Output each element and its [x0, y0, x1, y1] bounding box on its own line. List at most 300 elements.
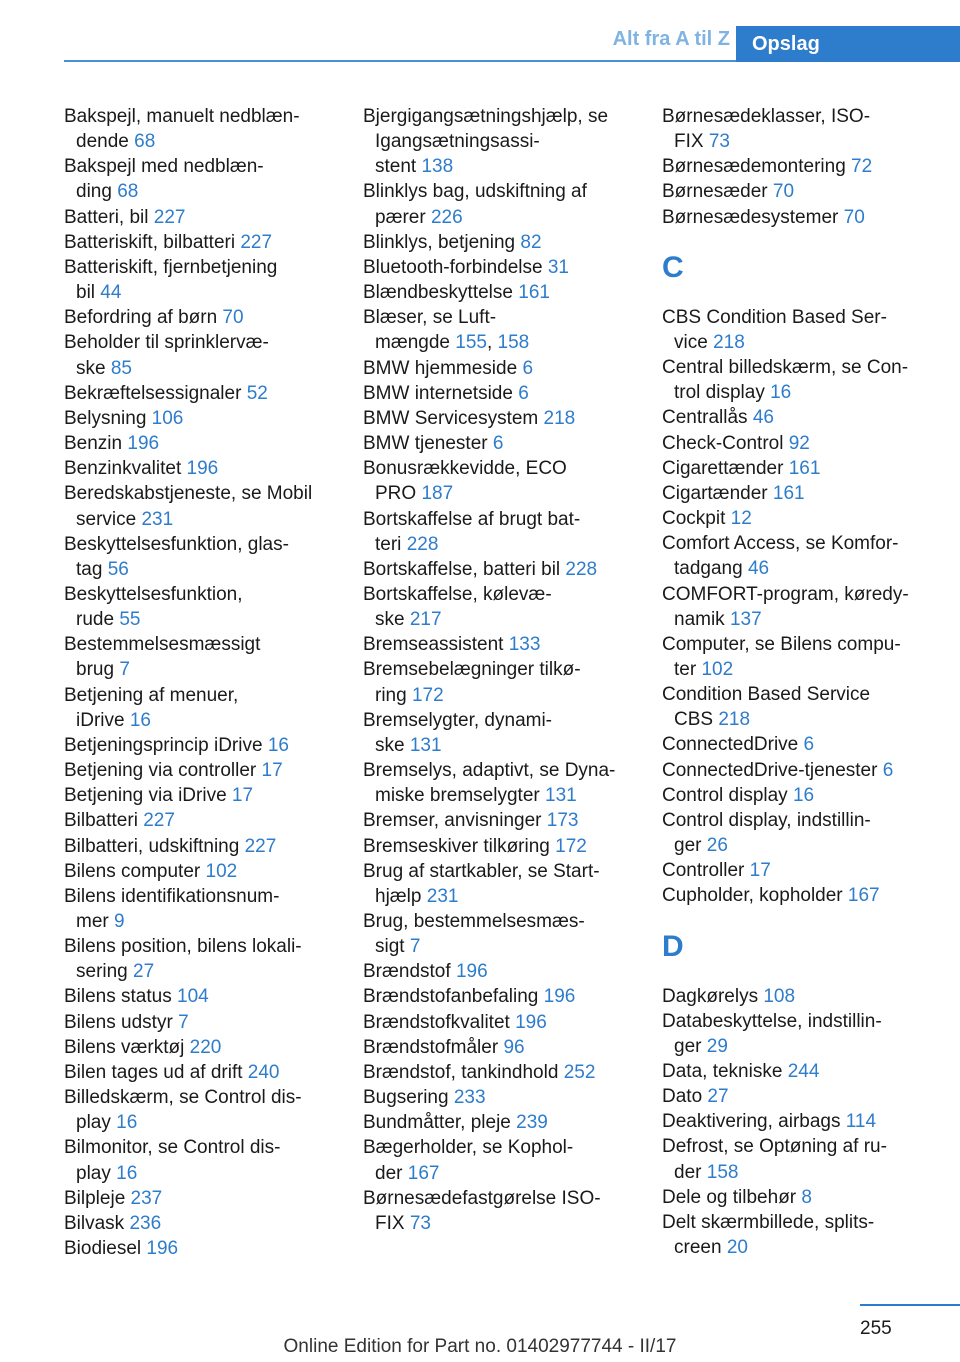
- page-reference-link[interactable]: 196: [543, 986, 576, 1008]
- index-entry-term: Befordring af børn: [64, 307, 218, 329]
- index-entry: [662, 582, 952, 632]
- index-entry: [662, 808, 952, 858]
- index-entry-term: Bilbatteri: [64, 810, 138, 832]
- page-reference-link[interactable]: 173: [546, 810, 579, 832]
- index-entry: [363, 280, 653, 305]
- page-reference-link[interactable]: 16: [267, 734, 289, 756]
- index-entry: [64, 1010, 354, 1035]
- index-entry-term: Brug af startkabler, se Start-: [363, 860, 600, 882]
- index-entry: [64, 330, 354, 380]
- index-entry: Blæser, se Luft- mængde 155, 158: [363, 307, 530, 354]
- page-reference-link[interactable]: 167: [847, 885, 880, 907]
- index-entry: [363, 381, 653, 406]
- index-entry: [64, 230, 354, 255]
- page-reference-link[interactable]: 131: [409, 734, 442, 756]
- page-reference-link[interactable]: 227: [240, 231, 273, 253]
- index-entry-term: Bonusrækkevidde, ECO: [363, 458, 567, 480]
- index-entry: [363, 1010, 653, 1035]
- index-entry: [64, 431, 354, 456]
- page-reference-link[interactable]: 92: [788, 432, 810, 454]
- index-entry-term: Bremsebelægninger tilkø-: [363, 659, 581, 681]
- index-entry: [363, 179, 653, 229]
- index-entry-term: BMW Servicesystem: [363, 407, 539, 429]
- index-entry-continuation: Igangsætningsassi-: [375, 131, 540, 153]
- index-entry-term: Brændstof: [363, 961, 451, 983]
- index-entry-term: Cupholder, kopholder: [662, 885, 843, 907]
- page-reference-link[interactable]: 161: [772, 482, 805, 504]
- index-entry: [363, 758, 653, 808]
- index-entry-term: Biodiesel: [64, 1238, 142, 1260]
- index-entry-term: Benzinkvalitet: [64, 458, 182, 480]
- page-reference-link[interactable]: 17: [231, 785, 254, 807]
- page-reference-link[interactable]: 7: [119, 659, 130, 681]
- index-entry-term: Condition Based Service: [662, 684, 871, 706]
- index-entry: [64, 255, 354, 305]
- index-entry-continuation: PRO: [375, 483, 417, 505]
- page-reference-link[interactable]: 73: [409, 1212, 431, 1234]
- index-entry-term: Dele og tilbehør: [662, 1186, 797, 1208]
- page-reference-link[interactable]: 6: [882, 759, 894, 781]
- page-reference-link[interactable]: 133: [508, 634, 541, 656]
- index-entry-continuation: tag: [76, 558, 103, 580]
- page-reference-link[interactable]: 217: [409, 609, 442, 631]
- index-entry: [662, 305, 952, 355]
- index-entry-term: Cockpit: [662, 508, 726, 530]
- page-reference-link[interactable]: 12: [730, 508, 752, 530]
- index-entry-continuation: dende: [76, 131, 129, 153]
- page-reference-link[interactable]: 237: [130, 1187, 163, 1209]
- index-entry: [662, 355, 952, 405]
- page-reference-link[interactable]: 17: [261, 760, 283, 782]
- page-reference-link[interactable]: 52: [246, 382, 268, 404]
- index-entry-continuation: ske: [375, 609, 405, 631]
- index-entry-continuation: iDrive: [76, 709, 125, 731]
- index-entry-continuation: miske bremselygter: [375, 785, 540, 807]
- index-entry: [64, 1135, 354, 1185]
- index-entry: [64, 1211, 354, 1236]
- page-reference-link[interactable]: 227: [153, 206, 186, 228]
- page-reference-link[interactable]: 27: [133, 961, 155, 983]
- page-reference-link[interactable]: 102: [701, 658, 734, 680]
- index-entry-continuation: teri: [375, 533, 402, 555]
- index-entry: [662, 1084, 952, 1109]
- page-reference-link[interactable]: 85: [110, 357, 132, 379]
- page-reference-link[interactable]: 161: [518, 282, 550, 304]
- index-entry: [363, 909, 653, 959]
- page-reference-link[interactable]: 6: [492, 433, 504, 455]
- index-entry: [64, 733, 354, 758]
- index-entry-term: Bugsering: [363, 1087, 449, 1109]
- index-entry-term: Bortskaffelse af brugt bat-: [363, 508, 581, 530]
- index-entry-term: Børnesædemontering: [662, 156, 846, 178]
- page-reference-link[interactable]: 73: [708, 131, 730, 153]
- index-entry: [662, 858, 952, 883]
- index-entry: [662, 104, 952, 154]
- index-entry: [363, 1135, 653, 1185]
- index-entry-continuation: play: [76, 1112, 111, 1134]
- index-entry-term: Controller: [662, 860, 745, 882]
- index-entry: [662, 154, 952, 179]
- page-reference-link[interactable]: 16: [129, 709, 151, 731]
- index-entry-continuation: vice: [674, 331, 708, 353]
- index-entry: [363, 1110, 653, 1135]
- index-entry: [64, 1186, 354, 1211]
- page-reference-link[interactable]: 161: [788, 457, 821, 479]
- page-reference-link[interactable]: 20: [726, 1237, 748, 1259]
- index-entry-term: Belysning: [64, 407, 147, 429]
- index-entry-term: Centrallås: [662, 407, 748, 429]
- index-entry: [662, 205, 952, 230]
- index-entry-term: Bakspejl, manuelt nedblæn-: [64, 106, 300, 127]
- index-entry: [363, 456, 653, 506]
- index-column-1: [64, 104, 354, 1261]
- page-reference-link[interactable]: 137: [729, 608, 762, 630]
- page-reference-link[interactable]: 6: [518, 382, 529, 404]
- index-entry: [64, 884, 354, 934]
- index-entry-term: Betjening via controller: [64, 760, 257, 782]
- index-entry-term: Delt skærmbillede, splits-: [662, 1211, 875, 1233]
- index-entry-term: Blinklys bag, udskiftning af: [363, 181, 587, 203]
- page-reference-link[interactable]: 106: [151, 407, 184, 429]
- page-reference-link[interactable]: 228: [565, 558, 598, 580]
- index-entry: [363, 557, 653, 582]
- index-entry: [363, 984, 653, 1009]
- index-entry-continuation: der: [674, 1161, 702, 1183]
- index-entry-term: Bilvask: [64, 1212, 125, 1234]
- page-reference-link[interactable]: 114: [845, 1111, 877, 1133]
- index-entry-term: Bilen tages ud af drift: [64, 1061, 243, 1083]
- page-reference-link[interactable]: 72: [851, 156, 873, 178]
- index-entry-term: Beskyttelsesfunktion,: [64, 583, 243, 605]
- index-entry: [363, 1186, 653, 1236]
- page-reference-link[interactable]: 104: [177, 986, 209, 1008]
- index-entry-term: Bilpleje: [64, 1187, 126, 1209]
- page-reference-link[interactable]: 231: [141, 508, 174, 530]
- index-entry-term: Central billedskærm, se Con-: [662, 357, 909, 379]
- page-reference-link[interactable]: 155: [455, 332, 487, 354]
- index-entry-continuation: ske: [375, 734, 405, 756]
- page-reference-link[interactable]: 27: [707, 1086, 729, 1108]
- page-reference-link[interactable]: 218: [718, 709, 751, 731]
- index-entry-term: Bilmonitor, se Control dis-: [64, 1137, 281, 1159]
- index-entry-term: Bortskaffelse, kølevæ-: [363, 583, 552, 605]
- index-entry-term: Bilens computer: [64, 860, 201, 882]
- page-reference-link[interactable]: 131: [545, 785, 577, 807]
- page-reference-link[interactable]: 68: [117, 181, 139, 203]
- index-entry: [363, 834, 653, 859]
- page-reference-link[interactable]: 46: [752, 407, 774, 429]
- index-entry-term: Brændstofmåler: [363, 1036, 499, 1058]
- index-entry: [64, 783, 354, 808]
- page-reference-link[interactable]: 44: [100, 282, 122, 304]
- index-entry-term: Bremseassistent: [363, 634, 504, 656]
- index-entry-term: Check-Control: [662, 432, 784, 454]
- page-reference-link[interactable]: 196: [515, 1011, 547, 1033]
- index-entry: [662, 984, 952, 1009]
- page-reference-link[interactable]: 6: [522, 357, 534, 379]
- index-entry: [662, 431, 952, 456]
- index-entry-term: Børnesæder: [662, 181, 768, 203]
- index-entry: [64, 834, 354, 859]
- index-entry-term: Deaktivering, airbags: [662, 1111, 841, 1133]
- index-entry-term: Blændbeskyttelse: [363, 282, 513, 304]
- page-reference-link[interactable]: 252: [563, 1061, 596, 1083]
- index-entry: [662, 783, 952, 808]
- page-reference-link[interactable]: 167: [407, 1162, 440, 1184]
- index-entry-continuation: rude: [76, 609, 115, 631]
- index-entry-term: Control display, indstillin-: [662, 809, 871, 831]
- index-entry-term: Brændstof, tankindhold: [363, 1061, 559, 1083]
- index-entry-continuation: sering: [76, 961, 128, 983]
- page-reference-link[interactable]: 70: [772, 181, 795, 203]
- page-reference-link[interactable]: 108: [763, 985, 796, 1007]
- page-reference-link[interactable]: 228: [406, 533, 439, 555]
- index-entry-term: Bremselys, adaptivt, se Dyna-: [363, 760, 616, 782]
- index-entry: [64, 808, 354, 833]
- index-entry: [64, 1035, 354, 1060]
- page-reference-link[interactable]: 16: [770, 382, 792, 404]
- index-entry: [662, 632, 952, 682]
- index-entry: [64, 859, 354, 884]
- index-entry-term: Blinklys, betjening: [363, 231, 516, 253]
- page-reference-link[interactable]: 220: [189, 1036, 222, 1058]
- index-entry: [64, 456, 354, 481]
- index-entry: [64, 1085, 354, 1135]
- index-entry-term: Batteriskift, bilbatteri: [64, 231, 236, 253]
- index-entry-term: Beholder til sprinklervæ-: [64, 332, 269, 354]
- page-reference-link[interactable]: 7: [178, 1011, 189, 1033]
- page-reference-link[interactable]: 218: [713, 331, 745, 353]
- index-entry: [662, 1009, 952, 1059]
- page-reference-link[interactable]: 226: [430, 206, 463, 228]
- page-reference-link[interactable]: 82: [520, 231, 542, 253]
- index-entry: [363, 959, 653, 984]
- index-entry-term: Beredskabstjeneste, se Mobil: [64, 483, 313, 505]
- index-entry-term: BMW internetside: [363, 382, 513, 404]
- index-entry: [64, 582, 354, 632]
- index-entry-term: COMFORT-program, køredy-: [662, 583, 909, 605]
- index-entry-term: Bremselygter, dynami-: [363, 709, 553, 731]
- index-entry-term: Brændstofkvalitet: [363, 1011, 510, 1033]
- index-entry-term: Bilbatteri, udskiftning: [64, 835, 240, 857]
- page-reference-link[interactable]: 70: [222, 307, 244, 329]
- index-entry-continuation: mængde: [375, 332, 450, 354]
- index-entry: [662, 1059, 952, 1084]
- index-entry: [662, 405, 952, 430]
- page-reference-link[interactable]: 16: [792, 784, 815, 806]
- index-letter-heading: D: [662, 929, 684, 963]
- index-entry-continuation: service: [76, 508, 137, 530]
- index-entry-term: Bakspejl med nedblæn-: [64, 156, 264, 178]
- index-entry: [64, 381, 354, 406]
- index-entry-term: Bilens udstyr: [64, 1011, 173, 1033]
- index-entry: [363, 808, 653, 833]
- index-entry: [64, 104, 354, 154]
- page-reference-link[interactable]: 236: [129, 1212, 162, 1234]
- index-entry: [662, 179, 952, 204]
- page-reference-link[interactable]: 55: [119, 609, 141, 631]
- page-reference-link[interactable]: 56: [107, 558, 129, 580]
- index-entry-continuation: play: [76, 1162, 111, 1184]
- footer-rule: [860, 1304, 960, 1306]
- index-entry-term: Defrost, se Optøning af ru-: [662, 1136, 887, 1158]
- index-entry-term: ConnectedDrive-tjenester: [662, 759, 878, 781]
- index-entry: [662, 481, 952, 506]
- index-entry-term: Bremseskiver tilkøring: [363, 835, 550, 857]
- index-entry-term: Billedskærm, se Control dis-: [64, 1087, 302, 1109]
- index-entry: [662, 682, 952, 732]
- index-entry: [363, 582, 653, 632]
- index-entry: [662, 531, 952, 581]
- index-entry-term: Brug, bestemmelsesmæs-: [363, 911, 585, 932]
- page-reference-link[interactable]: 7: [409, 936, 421, 958]
- index-entry: [363, 255, 653, 280]
- page-reference-link[interactable]: 231: [426, 885, 459, 907]
- index-entry-term: Dato: [662, 1086, 703, 1108]
- index-entry: [363, 356, 653, 381]
- index-entry-term: Børnesædeklasser, ISO-: [662, 106, 871, 127]
- index-entry-continuation: trol display: [674, 382, 765, 404]
- page-reference-link[interactable]: 196: [186, 458, 219, 480]
- index-entry-term: Databeskyttelse, indstillin-: [662, 1010, 882, 1032]
- index-entry-term: Dagkørelys: [662, 985, 759, 1007]
- page-reference-link[interactable]: 68: [134, 131, 156, 153]
- index-entry-term: Bestemmelsesmæssigt: [64, 634, 261, 656]
- index-entry-continuation: ring: [375, 684, 407, 706]
- index-column-3: [662, 104, 952, 1260]
- page-reference-link[interactable]: 227: [143, 810, 175, 832]
- page-reference-link[interactable]: 16: [116, 1162, 138, 1184]
- index-entry-continuation: sigt: [375, 936, 405, 958]
- index-entry-continuation: CBS: [674, 709, 714, 731]
- index-entry: [662, 883, 952, 908]
- page-reference-link[interactable]: 6: [803, 734, 815, 756]
- page-reference-link[interactable]: 233: [453, 1087, 486, 1109]
- index-entry-continuation: ding: [76, 181, 112, 203]
- index-entry-continuation: ger: [674, 1035, 702, 1057]
- page-reference-link[interactable]: 158: [497, 332, 530, 354]
- index-entry-term: Batteriskift, fjernbetjening: [64, 256, 278, 278]
- index-entry: [363, 1035, 653, 1060]
- page-reference-link[interactable]: 196: [455, 961, 488, 983]
- index-entry-continuation: brug: [76, 659, 115, 681]
- index-entry-term: Betjening via iDrive: [64, 785, 227, 807]
- index-entry: [64, 632, 354, 682]
- page-reference-link[interactable]: 26: [706, 835, 728, 857]
- index-entry-term: Control display: [662, 784, 788, 806]
- index-entry-continuation: FIX: [674, 131, 704, 153]
- page-reference-link[interactable]: 187: [421, 483, 454, 505]
- index-entry-term: Beskyttelsesfunktion, glas-: [64, 533, 289, 555]
- index-entry-continuation: ske: [76, 357, 106, 379]
- index-entry-term: Børnesædefastgørelse ISO-: [363, 1187, 601, 1209]
- page-reference-link[interactable]: 240: [247, 1061, 280, 1083]
- index-entry: [363, 507, 653, 557]
- page-reference-link[interactable]: 96: [503, 1036, 525, 1058]
- index-entry: [363, 1085, 653, 1110]
- index-entry-term: Data, tekniske: [662, 1061, 783, 1082]
- page-reference-link[interactable]: 70: [843, 206, 865, 228]
- page-reference-link[interactable]: 16: [116, 1112, 138, 1134]
- index-column-2: [363, 104, 653, 1236]
- index-entry-continuation: creen: [674, 1237, 722, 1259]
- index-entry-term: Bremser, anvisninger: [363, 810, 542, 832]
- index-entry: [363, 406, 653, 431]
- index-entry-term: Comfort Access, se Komfor-: [662, 533, 899, 555]
- index-entry-term: Bilens status: [64, 986, 172, 1008]
- index-entry-term: Bilens identifikationsnum-: [64, 885, 280, 907]
- index-entry-continuation: FIX: [375, 1212, 405, 1234]
- page-reference-link[interactable]: 46: [747, 558, 770, 580]
- page-reference-link[interactable]: 239: [516, 1112, 548, 1134]
- index-entry: [64, 532, 354, 582]
- page-reference-link[interactable]: 196: [146, 1238, 179, 1260]
- index-entry-continuation: pærer: [375, 206, 426, 228]
- page-reference-link[interactable]: 244: [787, 1061, 820, 1082]
- index-entry: [363, 632, 653, 657]
- page-reference-link[interactable]: 102: [205, 860, 238, 882]
- index-entry-continuation: tadgang: [674, 558, 743, 580]
- index-entry: [363, 230, 653, 255]
- index-entry-term: Bortskaffelse, batteri bil: [363, 558, 561, 580]
- index-letter-heading: C: [662, 250, 684, 284]
- index-entry-term: Børnesædesystemer: [662, 206, 839, 228]
- page-reference-link[interactable]: 218: [543, 407, 576, 429]
- index-entry: [64, 205, 354, 230]
- index-entry: [363, 104, 653, 179]
- index-entry-continuation: mer: [76, 911, 109, 932]
- index-entry-term: Bundmåtter, pleje: [363, 1112, 511, 1134]
- index-entry: [662, 1185, 952, 1210]
- page-reference-link[interactable]: 9: [114, 911, 125, 932]
- page-reference-link[interactable]: 196: [127, 433, 160, 455]
- index-entry: [662, 456, 952, 481]
- index-entry-continuation: der: [375, 1162, 403, 1184]
- index-entry: [64, 984, 354, 1009]
- page-reference-link[interactable]: 138: [421, 156, 454, 178]
- index-entry: [662, 758, 952, 783]
- index-entry: [662, 506, 952, 531]
- page-reference-link[interactable]: 29: [706, 1035, 728, 1057]
- index-entry: [662, 732, 952, 757]
- index-entry-term: BMW hjemmeside: [363, 357, 518, 379]
- index-entry-term: BMW tjenester: [363, 433, 488, 455]
- index-entry: [363, 431, 653, 456]
- index-entry: [363, 708, 653, 758]
- index-entry: [363, 859, 653, 909]
- header-tab: Opslag: [736, 26, 960, 62]
- page-reference-link[interactable]: 8: [801, 1186, 812, 1208]
- index-entry: [64, 683, 354, 733]
- page-reference-link[interactable]: 172: [555, 835, 587, 857]
- index-entry: [662, 1210, 952, 1260]
- page-reference-link[interactable]: 158: [706, 1161, 739, 1183]
- index-entry-term: Bjergigangsætningshjælp, se: [363, 106, 609, 127]
- page-reference-link[interactable]: 31: [547, 256, 569, 278]
- index-entry-continuation: stent: [375, 156, 417, 178]
- page-reference-link[interactable]: 227: [244, 835, 277, 857]
- index-entry-term: ConnectedDrive: [662, 734, 799, 756]
- index-entry: [64, 305, 354, 330]
- index-entry-term: Blæser, se Luft-: [363, 307, 497, 329]
- page-reference-link[interactable]: 172: [411, 684, 444, 706]
- index-entry: [64, 758, 354, 783]
- index-entry-term: Bilens position, bilens lokali-: [64, 936, 302, 958]
- index-entry-term: Betjeningsprincip iDrive: [64, 734, 263, 756]
- page-reference-link[interactable]: 17: [749, 860, 771, 882]
- index-entry-continuation: ger: [674, 835, 702, 857]
- index-entry-continuation: bil: [76, 282, 96, 304]
